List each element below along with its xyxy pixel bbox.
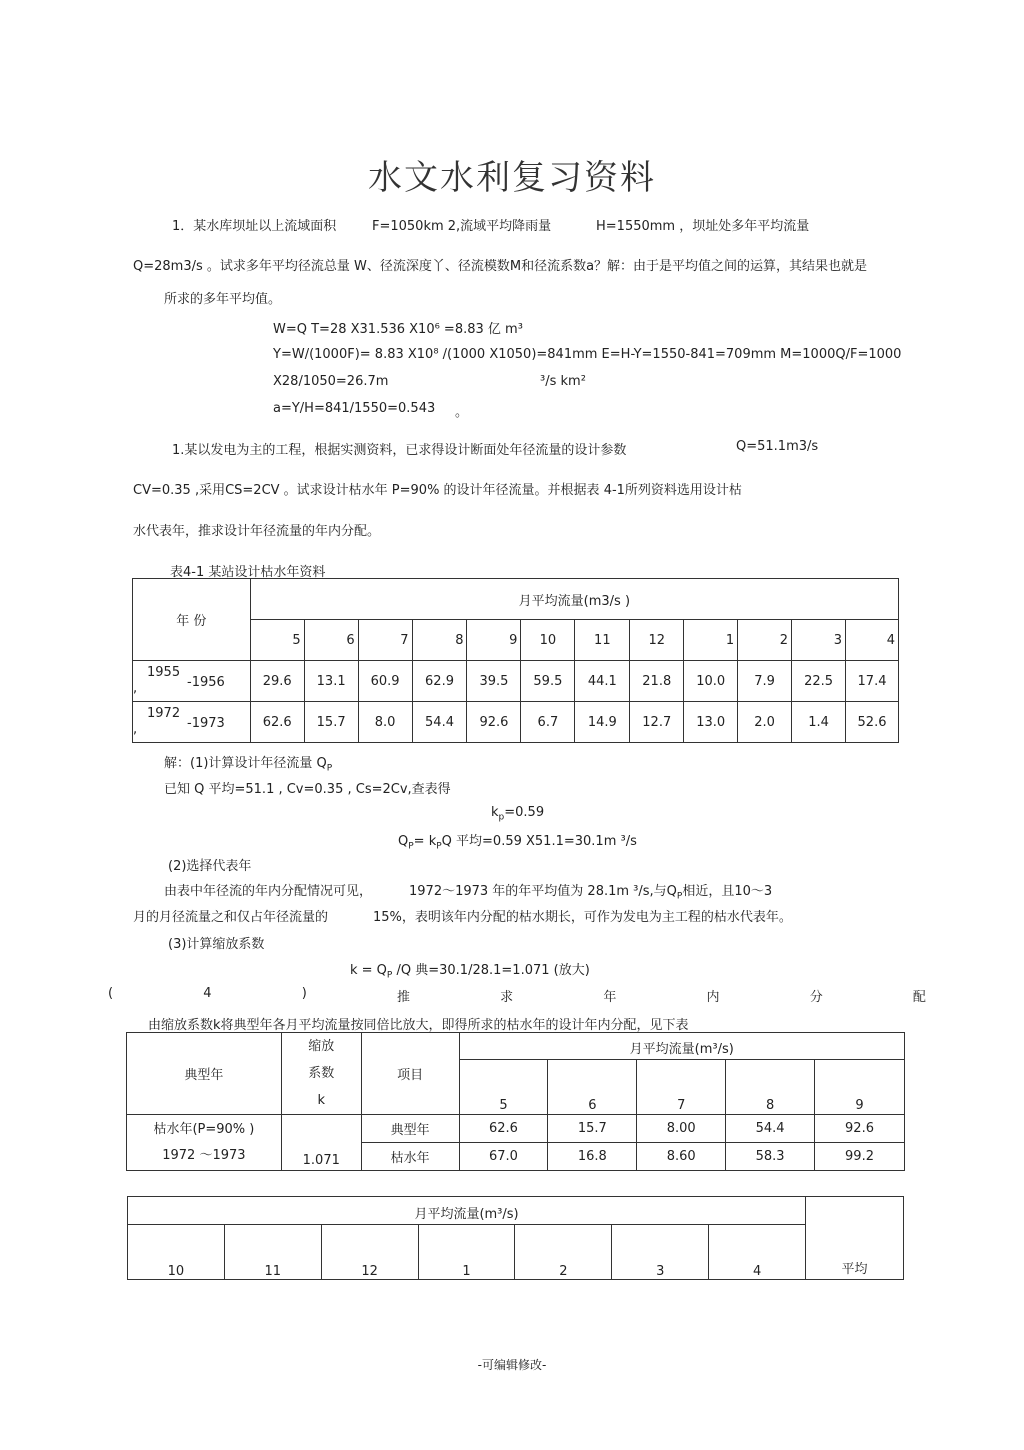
page-footer: -可编辑修改-: [477, 1358, 547, 1372]
table1-month: 7: [358, 620, 412, 661]
row-label-line: 1972 ～1973: [162, 1147, 246, 1163]
table-cell: 29.6: [250, 661, 304, 702]
year-mark: ,: [133, 722, 138, 737]
q1-eq1: W=Q T=28 X31.536 X10⁶ =8.83 亿 m³: [273, 322, 523, 337]
table2-month: 9: [815, 1060, 905, 1115]
heading-char: 配: [912, 990, 926, 1005]
table-cell: 1.4: [792, 702, 846, 743]
q1-eq4-a: a=Y/H=841/1550=0.543: [273, 401, 436, 416]
table-cell: 8.00: [637, 1115, 726, 1143]
table-cell: 13.0: [684, 702, 738, 743]
table3-flow-header: 月平均流量(m³/s): [128, 1197, 806, 1225]
table-cell: 15.7: [304, 702, 358, 743]
table-cell: 67.0: [459, 1143, 548, 1171]
table2-month: 7: [637, 1060, 726, 1115]
heading-char: 内: [706, 990, 720, 1005]
subscript: p: [498, 812, 505, 823]
subscript: P: [436, 841, 442, 852]
heading-char: 分: [809, 990, 823, 1005]
kp-symbol: k: [491, 805, 499, 820]
table-cell: 7.9: [738, 661, 792, 702]
subscript: P: [676, 891, 683, 902]
table-cell: 62.9: [412, 661, 467, 702]
q1-eq3-a: X28/1050=26.7m: [273, 374, 389, 389]
table2-flow-header: 月平均流量(m³/s): [459, 1033, 904, 1060]
q1-line2: Q=28m3/s 。试求多年平均径流总量 W、径流深度丫、径流模数M和径流系数a？解：由于是平均值之间的运算，其结果也就是: [133, 259, 868, 274]
table-cell: 92.6: [815, 1115, 905, 1143]
table3-month: 11: [224, 1225, 321, 1280]
year-end: -1973: [187, 716, 225, 731]
solution-step2-text-b: [409, 880, 772, 902]
table-cell: 14.9: [575, 702, 630, 743]
table1-month: 10: [521, 620, 575, 661]
table1-month: 5: [250, 620, 304, 661]
table1-year-cell: [133, 702, 251, 743]
table3-avg-header: 平均: [806, 1197, 904, 1280]
table3-month: 3: [612, 1225, 709, 1280]
table2-item: 典型年: [361, 1115, 459, 1143]
table1-month: 12: [630, 620, 684, 661]
table-cell: 62.6: [459, 1115, 548, 1143]
solution-step1-text: 解：(1)计算设计年径流量 Q: [164, 756, 327, 771]
k-formula-b: /Q 典=30.1/28.1=1.071 (放大): [392, 963, 590, 978]
solution-step2: (2)选择代表年: [168, 859, 252, 874]
q2-line3: 水代表年，推求设计年径流量的年内分配。: [133, 524, 381, 539]
qp-symbol: Q: [398, 834, 409, 849]
q1-eq3-b: ³/s km²: [540, 374, 586, 389]
table-cell: 13.1: [304, 661, 358, 702]
table-row: [127, 1115, 905, 1143]
table-cell: 99.2: [815, 1143, 905, 1171]
row-label-line: 枯水年(P=90% ): [153, 1121, 255, 1137]
subscript: P: [326, 763, 333, 774]
year-mark: ,: [133, 681, 138, 696]
table1-month: 4: [846, 620, 899, 661]
table1-month: 1: [684, 620, 738, 661]
table-row: [133, 702, 899, 743]
heading-char: 4: [203, 986, 212, 1001]
table-cell: 92.6: [467, 702, 521, 743]
table-cell: 6.7: [521, 702, 575, 743]
table1-month: 9: [467, 620, 521, 661]
table-cell: 15.7: [548, 1115, 637, 1143]
k-formula-a: k = Q: [350, 963, 387, 978]
q2-line2: CV=0.35 ,采用CS=2CV 。试求设计枯水年 P=90% 的设计年径流量。并根据表 4-1所列资料选用设计枯: [133, 483, 742, 498]
page-title: 水文水利复习资料: [368, 158, 656, 198]
table-cell: 39.5: [467, 661, 521, 702]
step2-text-c: 相近，且10～3: [682, 884, 773, 899]
solution-step4-text: 由缩放系数k将典型年各月平均流量按同倍比放大，即得所求的枯水年的设计年内分配，见下表: [148, 1018, 689, 1033]
solution-step4-heading: [108, 986, 926, 1005]
table-4-1: [132, 578, 899, 743]
table-cell: 17.4: [846, 661, 899, 702]
subscript: P: [408, 841, 414, 852]
table-cell: 10.0: [684, 661, 738, 702]
q1-line1-b: F=1050km 2,流域平均降雨量: [372, 219, 552, 234]
solution-kp: [491, 805, 544, 823]
table2-item-header: 项目: [361, 1033, 459, 1115]
table2-month: 6: [548, 1060, 637, 1115]
scaled-distribution-table-cont: [127, 1196, 904, 1280]
table-cell: 8.60: [637, 1143, 726, 1171]
year-start: 1955: [147, 665, 181, 680]
table-cell: 2.0: [738, 702, 792, 743]
heading-char: 推: [396, 990, 410, 1005]
qp-eq: = k: [413, 834, 437, 849]
table1-month: 2: [738, 620, 792, 661]
table-cell: 59.5: [521, 661, 575, 702]
solution-k-formula: [350, 959, 590, 981]
q1-line1-a: 1．某水库坝址以上流域面积: [172, 219, 337, 234]
scale-header-line: 缩放: [308, 1039, 335, 1054]
qp-value: Q 平均=0.59 X51.1=30.1m ³/s: [441, 834, 637, 849]
table2-scale-header: [281, 1033, 361, 1115]
table-cell: 52.6: [846, 702, 899, 743]
table2-item: 枯水年: [361, 1143, 459, 1171]
table2-typical-year-header: 典型年: [127, 1033, 282, 1115]
table-cell: 44.1: [575, 661, 630, 702]
scaled-distribution-table: [126, 1032, 905, 1171]
table1-year-cell: [133, 661, 251, 702]
table-row: [133, 661, 899, 702]
table3-month: 2: [515, 1225, 612, 1280]
heading-char: 年: [603, 990, 617, 1005]
q2-line1-b: Q=51.1m3/s: [736, 439, 819, 454]
solution-step2-text-a: 由表中年径流的年内分配情况可见，: [164, 884, 373, 899]
q1-line1-c: H=1550mm ，坝址处多年平均流量: [596, 219, 810, 234]
q1-eq2: Y=W/(1000F)= 8.83 X10⁸ /(1000 X1050)=841mm E=H-Y=1550-841=709mm M=1000Q/F=1000: [273, 347, 902, 362]
table-cell: 58.3: [726, 1143, 815, 1171]
table-cell: 54.4: [412, 702, 467, 743]
table-cell: 62.6: [250, 702, 304, 743]
solution-step2-line2-b: 15%，表明该年内分配的枯水期长，可作为发电为主工程的枯水代表年。: [373, 910, 792, 925]
heading-char: ): [301, 986, 307, 1001]
scale-header-line: k: [317, 1093, 326, 1108]
scale-header-line: 系数: [308, 1066, 335, 1081]
table-cell: 21.8: [630, 661, 684, 702]
table2-month: 8: [726, 1060, 815, 1115]
table1-flow-header: 月平均流量(m3/s ): [250, 579, 898, 620]
table3-month: 4: [709, 1225, 806, 1280]
table1-month: 11: [575, 620, 630, 661]
solution-step2-line2-a: 月的月径流量之和仅占年径流量的: [133, 910, 329, 925]
table1-month: 8: [412, 620, 467, 661]
solution-step1: [164, 752, 332, 774]
table-cell: 12.7: [630, 702, 684, 743]
table1-month: 3: [792, 620, 846, 661]
kp-value: =0.59: [504, 805, 545, 820]
table3-month: 10: [128, 1225, 225, 1280]
year-start: 1972: [147, 706, 181, 721]
table2-k-value: 1.071: [281, 1115, 361, 1171]
table-cell: 60.9: [358, 661, 412, 702]
table2-month: 5: [459, 1060, 548, 1115]
q2-line1-a: 1.某以发电为主的工程，根据实测资料，已求得设计断面处年径流量的设计参数: [172, 443, 627, 458]
table3-month: 12: [321, 1225, 418, 1280]
table2-row-label: [127, 1115, 282, 1171]
table-cell: 22.5: [792, 661, 846, 702]
q1-line3: 所求的多年平均值。: [164, 292, 282, 307]
heading-char: (: [108, 986, 114, 1001]
table3-month: 1: [418, 1225, 515, 1280]
solution-known: 已知 Q 平均=51.1 , Cv=0.35 , Cs=2Cv,查表得: [164, 782, 451, 797]
table1-month: 6: [304, 620, 358, 661]
table-cell: 8.0: [358, 702, 412, 743]
solution-step3: (3)计算缩放系数: [168, 937, 265, 952]
q1-eq4-b: 。: [455, 405, 469, 420]
table1-year-header: 年 份: [133, 579, 251, 661]
step2-text-b: 1972～1973 年的年平均值为 28.1m ³/s,与Q: [409, 884, 677, 899]
table1-caption: 表4-1 某站设计枯水年资料: [170, 565, 326, 580]
table-cell: 54.4: [726, 1115, 815, 1143]
solution-qp-formula: [398, 830, 637, 852]
year-end: -1956: [187, 675, 225, 690]
subscript: P: [386, 970, 393, 981]
table-cell: 16.8: [548, 1143, 637, 1171]
heading-char: 求: [500, 990, 514, 1005]
